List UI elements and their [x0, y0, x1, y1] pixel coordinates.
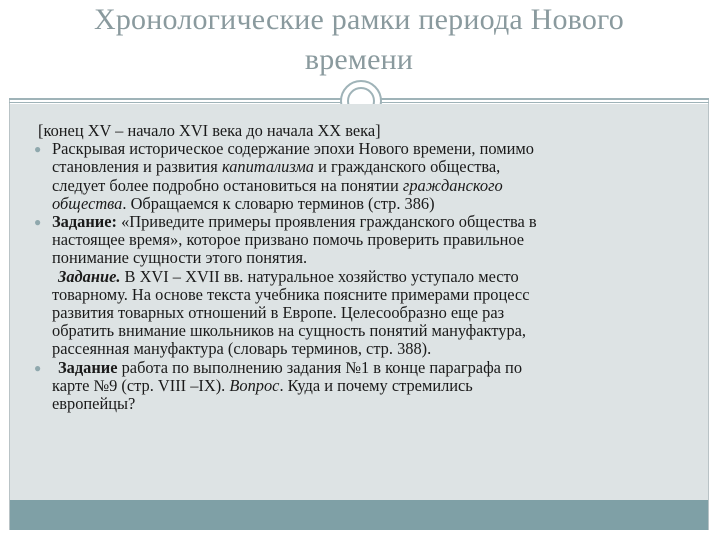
slide-content	[10, 104, 708, 500]
text-line: Раскрывая историческое содержание эпохи Нового времени, помимо	[52, 139, 534, 159]
text-line: развития товарных отношений в Европе. Целесообразно еще раз	[52, 303, 505, 323]
bold-italic-text: Задание.	[58, 266, 121, 286]
text-line	[52, 377, 684, 395]
bold-italic-label	[58, 267, 120, 286]
slide-title-line-1: Хронологические рамки периода Нового	[93, 3, 625, 36]
text-line: европейцы?	[52, 394, 136, 414]
text-span: . Куда и почему стремились	[279, 375, 473, 395]
text-line: настоящее время», которое призвано помочь проверить правильное	[52, 230, 525, 250]
bullet-icon: ●	[34, 360, 42, 375]
text-span: . Обращаемся к словарю терминов (стр. 386)	[122, 193, 435, 213]
italic-term: Вопрос	[229, 375, 280, 395]
text-line	[52, 268, 684, 286]
bullet-item-civil-society	[32, 140, 684, 213]
text-span: и гражданского общества,	[314, 157, 501, 177]
text-line	[52, 177, 684, 195]
slide-title-line-2: времени	[304, 43, 414, 76]
bold-label: Задание:	[52, 212, 117, 232]
text-span: работа по выполнению задания №1 в конце параграфа по	[117, 357, 523, 377]
text-line: товарному. На основе текста учебника поясните примерами процесс	[52, 284, 530, 304]
text-line	[52, 158, 684, 176]
bullet-icon: ●	[34, 215, 42, 230]
text-line: обратить внимание школьников на сущность понятий мануфактура,	[52, 321, 527, 341]
text-line: рассеянная мануфактура (словарь терминов, стр. 388).	[52, 339, 432, 359]
text-line	[52, 213, 684, 231]
bold-label: Задание	[58, 357, 118, 377]
text-span: карте №9 (стр. VIII –IX).	[52, 375, 230, 395]
bullet-icon: ●	[34, 142, 42, 157]
paragraph-manufactory-task	[32, 268, 684, 359]
text-span: «Приведите примеры проявления гражданского общества в	[116, 212, 537, 232]
italic-term: капитализма	[221, 157, 314, 177]
date-range-line: [конец XV – начало XVI века до начала XX века]	[38, 121, 381, 140]
slide-title	[9, 0, 709, 80]
footer-bar	[10, 500, 708, 530]
italic-term: гражданского	[402, 175, 503, 195]
text-span: В XVI – XVII вв. натуральное хозяйство уступало место	[120, 266, 519, 286]
bullet-item-map-task	[32, 359, 684, 414]
text-line	[52, 195, 684, 213]
text-span: следует более подробно остановиться на понятии	[52, 175, 403, 195]
italic-term: общества	[52, 193, 123, 213]
bullet-item-task-examples	[32, 213, 684, 268]
text-line: понимание сущности этого понятия.	[52, 248, 308, 268]
text-line	[52, 359, 684, 377]
text-span: становления и развития	[52, 157, 222, 177]
